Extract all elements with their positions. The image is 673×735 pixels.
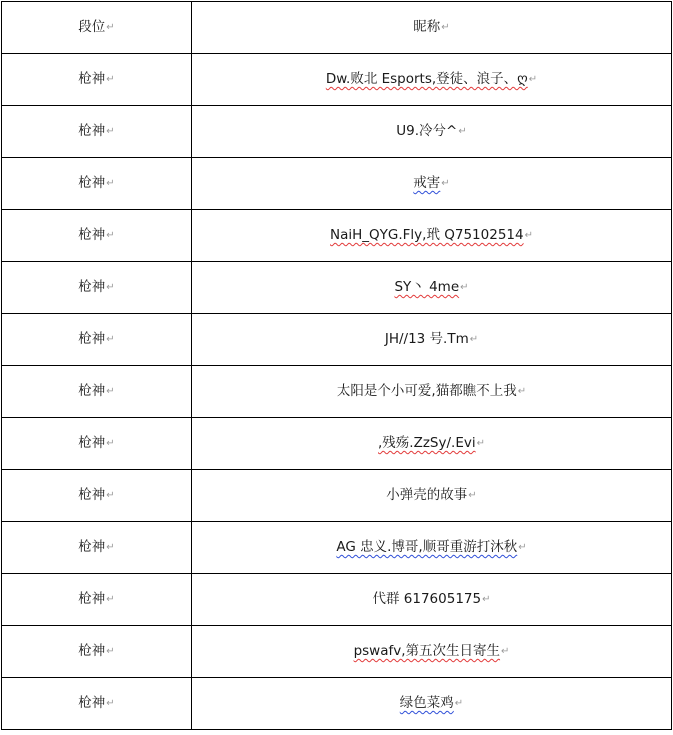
table-row	[2, 366, 672, 418]
paragraph-mark-icon: ↵	[517, 385, 527, 397]
nickname-cell	[192, 678, 672, 730]
rank-text: 枪神	[78, 174, 106, 191]
rank-text: 枪神	[78, 278, 106, 295]
nickname-cell	[192, 314, 672, 366]
rank-cell	[2, 574, 192, 626]
nickname-cell	[192, 262, 672, 314]
table-row	[2, 626, 672, 678]
paragraph-mark-icon: ↵	[441, 177, 450, 189]
rank-cell	[2, 210, 192, 262]
rank-text: 枪神	[78, 434, 106, 451]
paragraph-mark-icon: ↵	[524, 229, 533, 241]
table-row	[2, 574, 672, 626]
header-nickname-label: 昵称	[413, 18, 441, 35]
paragraph-mark-icon: ↵	[468, 489, 477, 501]
nickname-cell	[192, 470, 672, 522]
header-cell-rank	[2, 2, 192, 54]
paragraph-mark-icon: ↵	[106, 541, 115, 553]
table-row	[2, 54, 672, 106]
nickname-cell	[192, 54, 672, 106]
nickname-text: 戒害	[413, 174, 441, 191]
nickname-cell	[192, 626, 672, 678]
rank-text: 枪神	[78, 226, 106, 243]
paragraph-mark-icon: ↵	[106, 333, 115, 345]
paragraph-mark-icon: ↵	[518, 541, 527, 553]
paragraph-mark-icon: ↵	[106, 177, 115, 189]
nickname-text: JH//13 号.Tm	[384, 330, 469, 347]
paragraph-mark-icon: ↵	[454, 697, 464, 709]
nickname-cell	[192, 106, 672, 158]
paragraph-mark-icon: ↵	[528, 73, 538, 85]
table-header-row	[2, 2, 672, 54]
rank-text: 枪神	[78, 330, 106, 347]
rank-cell	[2, 626, 192, 678]
rank-cell	[2, 418, 192, 470]
nickname-text: 绿色菜鸡	[399, 694, 454, 711]
nickname-text: Dw.败北 Esports,登徒、浪子、ღ	[325, 70, 528, 87]
nickname-cell	[192, 210, 672, 262]
nickname-cell	[192, 418, 672, 470]
header-cell-nickname	[192, 2, 672, 54]
rank-cell	[2, 366, 192, 418]
paragraph-mark-icon: ↵	[106, 281, 115, 293]
rank-cell	[2, 314, 192, 366]
nickname-table	[1, 1, 672, 730]
rank-text: 枪神	[78, 642, 106, 659]
nickname-text: 代群 617605175	[372, 590, 482, 607]
paragraph-mark-icon: ↵	[441, 21, 450, 33]
paragraph-mark-icon: ↵	[476, 437, 485, 449]
nickname-cell	[192, 574, 672, 626]
paragraph-mark-icon: ↵	[458, 125, 467, 137]
nickname-text: SY丶 4me	[394, 278, 460, 295]
table-row	[2, 678, 672, 730]
nickname-text: 太阳是个小可爱,猫都瞧不上我	[336, 382, 517, 399]
nickname-text: U9.冷兮^	[396, 122, 458, 139]
rank-text: 枪神	[78, 70, 106, 87]
paragraph-mark-icon: ↵	[106, 489, 115, 501]
rank-cell	[2, 262, 192, 314]
rank-text: 枪神	[78, 538, 106, 555]
paragraph-mark-icon: ↵	[106, 645, 115, 657]
table-row	[2, 314, 672, 366]
paragraph-mark-icon: ↵	[106, 21, 115, 33]
nickname-text: pswafv,第五次生日寄生	[353, 642, 501, 659]
rank-cell	[2, 678, 192, 730]
table-body	[2, 2, 672, 730]
nickname-text: AG 忠义.博哥,顺哥重游打沐秋	[336, 538, 518, 555]
paragraph-mark-icon: ↵	[106, 229, 115, 241]
rank-text: 枪神	[78, 122, 106, 139]
paragraph-mark-icon: ↵	[469, 333, 479, 345]
paragraph-mark-icon: ↵	[106, 385, 115, 397]
rank-text: 枪神	[78, 382, 106, 399]
table-row	[2, 522, 672, 574]
rank-cell	[2, 54, 192, 106]
paragraph-mark-icon: ↵	[106, 437, 115, 449]
rank-text: 枪神	[78, 590, 106, 607]
table-row	[2, 262, 672, 314]
rank-cell	[2, 522, 192, 574]
paragraph-mark-icon: ↵	[106, 593, 115, 605]
paragraph-mark-icon: ↵	[501, 645, 510, 657]
paragraph-mark-icon: ↵	[460, 281, 469, 293]
nickname-cell	[192, 366, 672, 418]
table-row	[2, 210, 672, 262]
paragraph-mark-icon: ↵	[106, 73, 115, 85]
nickname-cell	[192, 158, 672, 210]
header-rank-label: 段位	[78, 18, 106, 35]
table-row	[2, 106, 672, 158]
paragraph-mark-icon: ↵	[106, 125, 115, 137]
rank-cell	[2, 106, 192, 158]
rank-cell	[2, 158, 192, 210]
paragraph-mark-icon: ↵	[106, 697, 115, 709]
nickname-cell	[192, 522, 672, 574]
nickname-text: NaiH_QYG.Fly,玳 Q75102514	[330, 226, 524, 243]
rank-text: 枪神	[78, 486, 106, 503]
paragraph-mark-icon: ↵	[482, 593, 491, 605]
nickname-text: 小弹壳的故事	[386, 486, 468, 503]
table-row	[2, 158, 672, 210]
nickname-text: ,残殇.ZzSy/.Evi	[378, 434, 476, 451]
table-row	[2, 470, 672, 522]
rank-text: 枪神	[78, 694, 106, 711]
rank-cell	[2, 470, 192, 522]
table-row	[2, 418, 672, 470]
